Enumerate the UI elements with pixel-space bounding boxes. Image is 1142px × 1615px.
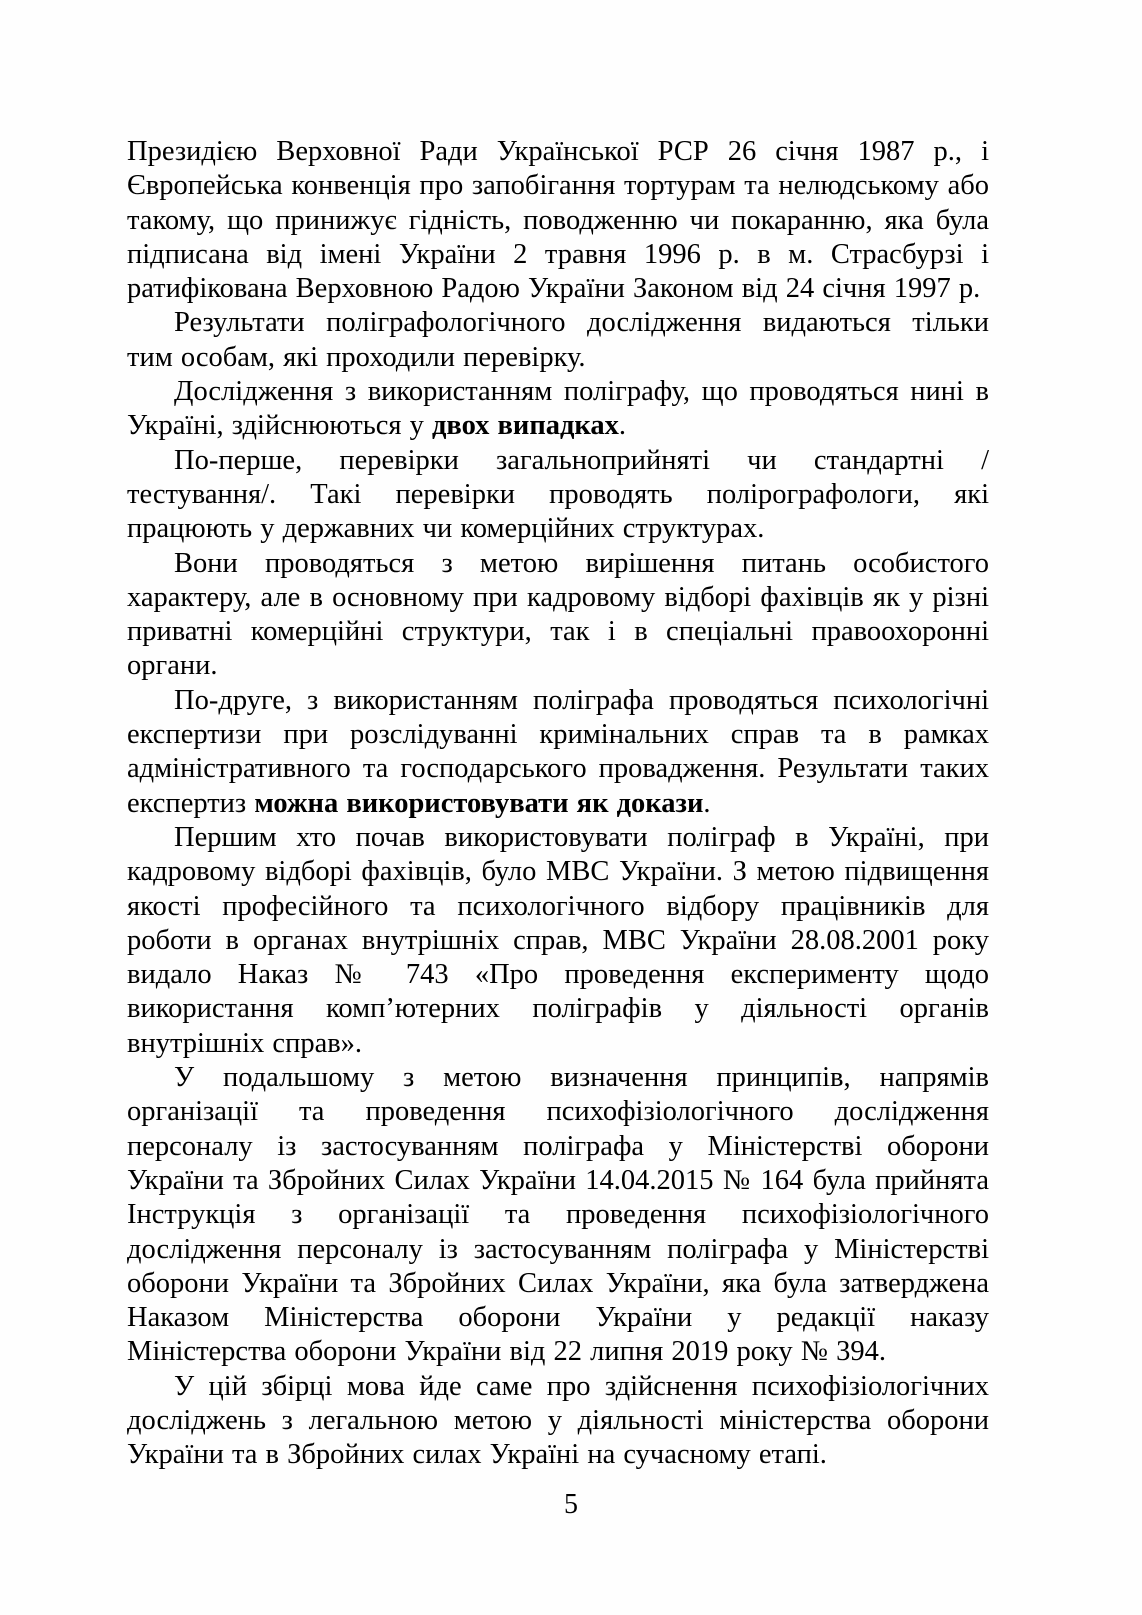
paragraph xyxy=(127,821,989,1061)
paragraph xyxy=(127,1061,989,1370)
page-body xyxy=(127,135,989,1473)
paragraph xyxy=(127,306,989,375)
paragraph xyxy=(127,547,989,684)
paragraph xyxy=(127,684,989,821)
text-run: Вони проводяться з метою вирішення питань особистого характеру, але в основному при кадровому відборі фахівців як у різні приватні комерційні структури, так і в спеціальні правоохоронні органи. xyxy=(127,547,989,682)
paragraph xyxy=(127,1370,989,1473)
text-run: У подальшому з метою визначення принципів, напрямів організації та проведення психофізіологічного дослідження персоналу із застосуванням поліграфа у Міністерстві оборони України та Збройних Силах України 14.04.2015 № 164 була прийнята Інструкція з організації та проведення психофізіологічного дослідження персоналу із застосуванням поліграфа у Міністерстві оборони України та Збройних Силах України, яка була затверджена Наказом Міністерства оборони України у редакції наказу Міністерства оборони України від 22 липня 2019 року № 394. xyxy=(127,1062,989,1368)
text-run: По-друге, з використанням поліграфа проводяться психологічні експертизи при розслідуванні кримінальних справ та в рамках адміністративного та господарського провадження. Результати таких експертиз xyxy=(127,684,989,819)
text-run: Дослідження з використанням поліграфу, що проводяться нині в Україні, здійснюються у xyxy=(127,376,989,442)
page-number: 5 xyxy=(564,1489,578,1520)
bold-text-run: двох випадках xyxy=(432,410,619,442)
text-run: . xyxy=(703,787,711,819)
paragraph xyxy=(127,375,989,444)
text-run: У цій збірці мова йде саме про здійснення психофізіологічних досліджень з легальною метою у діяльності міністерства оборони України та в Збройних силах Україні на сучасному етапі. xyxy=(127,1370,989,1471)
text-run: Результати поліграфологічного дослідження видаються тільки тим особам, які проходили перевірку. xyxy=(127,307,989,373)
text-run: Першим хто почав використовувати поліграф в Україні, при кадровому відборі фахівців, було МВС України. З метою підвищення якості професійного та психологічного відбору працівників для роботи в органах внутрішніх справ, МВС України 28.08.2001 року видало Наказ № 743 «Про проведення експерименту щодо використання комп’ютерних поліграфів у діяльності органів внутрішніх справ». xyxy=(127,821,989,1059)
paragraph xyxy=(127,135,989,306)
paragraph xyxy=(127,444,989,547)
text-run: . xyxy=(618,410,627,442)
text-run: По-перше, перевірки загальноприйняті чи стандартні /тестування/. Такі перевірки проводять полірографологи, які працюють у державних чи комерційних структурах. xyxy=(127,444,989,545)
text-run: Президією Верховної Ради Української РСР 26 січня 1987 р., і Європейська конвенція про запобігання тортурам та нелюдському або такому, що принижує гідність, поводженню чи покаранню, яка була підписана від імені України 2 травня 1996 р. в м. Страсбурзі і ратифікована Верховною Радою України Законом від 24 січня 1997 р. xyxy=(127,136,989,305)
bold-text-run: можна використовувати як докази xyxy=(254,787,704,819)
